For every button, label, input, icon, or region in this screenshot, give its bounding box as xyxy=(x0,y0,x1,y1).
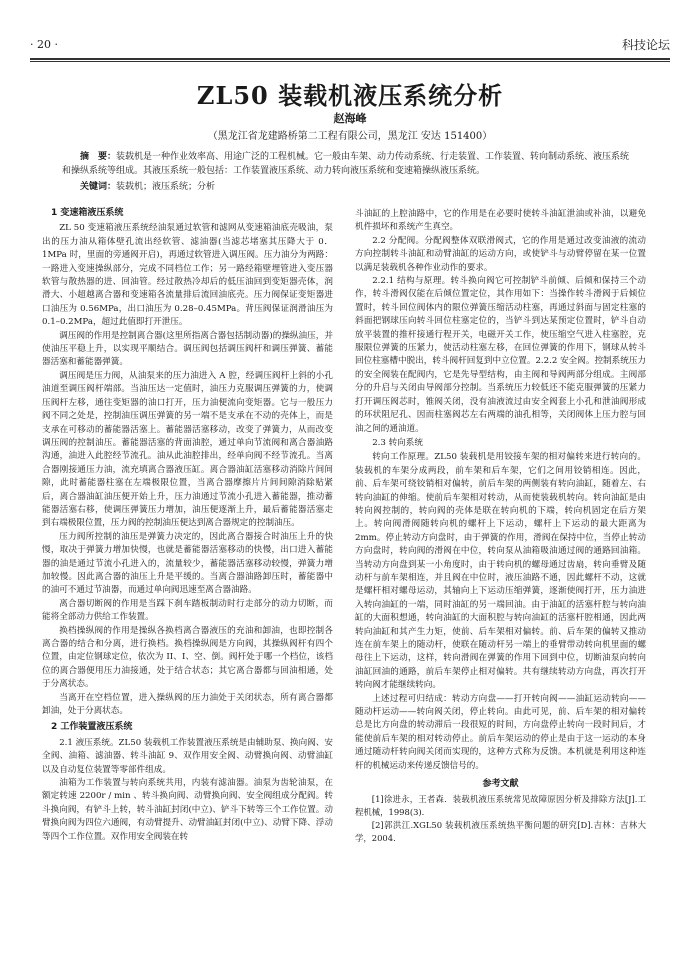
abstract-label: 摘 要： xyxy=(80,152,117,162)
journal-name: 科技论坛 xyxy=(621,38,670,52)
header-rule xyxy=(30,58,670,60)
left-column xyxy=(42,204,333,844)
reference-item: [2]郭洪江.XGL50 装载机液压系统热平衡问题的研究[D].吉林：吉林大学，2004. xyxy=(355,820,646,844)
paragraph: 压力阀所控制的油压是弹簧力决定的，因此离合器接合时油压上升的快慢，取决于弹簧力增加快慢，也就是蓄能器活塞移动的快慢，出口进入蓄能器的油是通过节流小孔进入的，流量较少，蓄能器活塞移动较慢，弹簧力增加较慢。因此离合器的油压上升是平缓的。当离合器油路卸压时，蓄能器中的油可不通过节油器，而通过单向阀迅速至离合器油路。 xyxy=(42,531,333,596)
keywords-label: 关键词： xyxy=(80,182,117,192)
section-heading: 2 工作装置液压系统 xyxy=(51,722,133,733)
paragraph: 换档操纵阀的作用是操纵各换档离合器液压的充油和卸油，也即控制各离合器的结合和分离，进行换档。换档操纵阀是方向阀，其操纵阀杆有四个位置，由定位钢球定位，依次为 II、I、空、倒。阀杆处于哪一个档位，该档位的离合器便用压力油接通，处于结合状态；其它离合器都与回油相通，处于分离状态。 xyxy=(42,625,333,690)
reference-item: [1]徐进永，王者森．装载机液压系统常见故障原因分析及排除方法[J].工程机械，1998(3). xyxy=(355,794,646,818)
paragraph: 油箱为工作装置与转向系统共用，内装有滤油器。油泵为齿轮油泵，在额定转速 2200r / min 、转斗换向阀、动臂换向阀、安全阀组成分配阀。转斗换向阀，有铲斗上转，转斗油缸封闭(中立)、铲斗下转等三个工作位置。动臂换向阀为四位六通阀，有动臂提升、动臂油缸封闭(中立)、动臂下降、浮动等四个工作位置。双作用安全阀装在转 xyxy=(42,778,333,842)
right-column xyxy=(355,208,646,845)
paragraph: ZL 50 变速箱液压系统经油泵通过软管和滤网从变速箱油底壳吸油，泵出的压力油从箱体壁孔流出经软管、滤油器(当滤芯堵塞其压降大于 0．1MPa 时，里面的旁通阀开启)，再通过软管进入调压阀。压力油分为两路：一路进入变速操纵部分，完成不同档位工作；另一路经箱壁埋管进入变压器软管与散热器的进、回油管。经过散热冷却后的低压油回到变矩器壳体，润滑大、小超越离合器和变速箱各流量排后流回油底壳。压力阀保证变矩器进口油压为 0.56MPa，出口油压为 0.28–0.45MPa。背压阀保证润滑油压为 0.1–0.2MPa，超过此值即打开泄压。 xyxy=(42,223,333,328)
article-title: ZL50 装载机液压系统分析 xyxy=(196,81,504,110)
page-header xyxy=(30,36,670,56)
author-affiliation: （黑龙江省龙建路桥第二工程有限公司，黑龙江 安达 151400） xyxy=(207,131,493,142)
references-heading: 参考文献 xyxy=(482,779,519,790)
keywords xyxy=(62,180,638,194)
subsection-heading: 2.3 转向系统 xyxy=(372,437,423,448)
article-author: 赵海峰 xyxy=(333,112,367,125)
paragraph: 当离开在空档位置，进入操纵阀的压力油处于关闭状态，所有离合器都卸油，处于分离状态。 xyxy=(42,692,333,717)
keywords-text: 装载机；液压系统；分析 xyxy=(116,182,216,192)
abstract-text: 装载机是一种作业效率高、用途广泛的工程机械。它一般由车架、动力传动系统、行走装置、工作装置、转向制动系统、液压系统和操纵系统等组成。其液压系统一般包括：工作装置液压系统、动力转向液压系统和变速箱操纵液压系统。 xyxy=(62,152,630,176)
section-heading: 1 变速箱液压系统 xyxy=(51,208,124,218)
paragraph: 调压阀的作用是控制离合器(这里所指离合器包括制动器)的操纵油压，并使油压平稳上升，以实现平顺结合。调压阀包括调压阀杆和调压弹簧、蓄能器活塞和蓄能器弹簧。 xyxy=(42,330,333,368)
paragraph: 离合器切断阀的作用是当踩下刹车踏板制动时行走部分的动力切断，而能将全部动力供给工作装置。 xyxy=(42,598,333,623)
header-rule-thin xyxy=(30,61,670,62)
paragraph: 转向工作原理。ZL50 装载机是用铰接车架的相对偏转来进行转向的。装载机的车架分成两段，前车架和后车架，它们之间用铰销相连。因此，前、后车架可绕铰销相对偏转，前后车架的两侧装有转向油缸，随着左、右转向油缸的伸缩。使前后车架相对转动，从而使装载机转向。转向油缸是由转向阀控制的，转向阀的壳体是联在转向机的下端，转向机固定在后方架上。转向阀滑阀随转向机的螺杆上下运动，螺杆上下运动的最大距离为 2mm。停止转动方向盘时，由于弹簧的作用，滑阀在保持中位，当停止转动方向盘时，转向阀的滑阀在中位，转向泵从油箱吸油通过阀的通路回油箱。当转动方向盘到某一小角度时，由于转向机的螺母通过齿扇，转向垂臂及随动杆与前车架相连，并且阀在中位时，液压油路不通，因此螺杆不动，这就是螺杆相对螺母运动，其轴向上下运动压缩弹簧，逐渐使阀打开，压力油进入转向油缸的一端，同时油缸的另一端回油。由于油缸的活塞杆腔与转向油缸的大面积想通，转向油缸的大面积腔与转向油缸的活塞杆腔相通，因此两转向油缸和其产生力矩，使前、后车架相对偏转。前、后车架的偏转又推动连在前车架上的随动杆，使联在随动杆另一端上的垂臂带动转向机里面的螺母往上下运动，这样，转向滑阀在弹簧的作用下回到中位，切断油泵向转向油缸回油的通路，前后车架停止相对偏转。共有继续转动方向盘，再次打开转向阀才能继续转向。 xyxy=(355,452,646,691)
paragraph: 上述过程可归结成：转动方向盘——打开转向阀——油缸运动转向——随动杆运动——转向阀关闭，停止转向。由此可见，前、后车架的相对偏转总是比方向盘的转动滞后一段很短的时间，方向盘停止转向一段时间后，才能使前后车架的相对转动停止。前后车架运动的停止是由于这一运动的本身通过随动杆转向阀关闭而实现的，这种方式称为反馈。本机就是利用这种连杆的机械运动来传递反馈信号的。 xyxy=(355,693,646,771)
paragraph: 2.2.1 结构与原理。转斗换向阀它可控制铲斗前倾、后倾和保持三个动作，转斗滑阀仅能在后倾位置定位，其作用如下：当操作转斗滑阀于后倾位置时，转斗回位阀体内的限位弹簧压缩活动柱塞，再通过斜面与固定柱塞的斜面把钢球压向转斗回位柱塞定位的，当铲斗到达某预定位置时，铲斗自动放平装置的推杆接通行程开关，电磁开关工作，使压缩空气进入柱塞腔，克服限位弹簧的压紧力，使活动柱塞左移，在回位弹簧的作用下，钢球从转斗回位柱塞槽中脱出，转斗阀杆回复到中立位置。2.2.2 安全阀。控制系统压力的安全阀装在配阀内，它是先导型结构，由主阀和导阀两部分组成。主阀部分的升启与关闭由导阀部分控制。当系统压力较低还不能克服弹簧的压紧力打开调压阀芯时，锥阀关闭，没有油液流过由安全阀套上小孔和泄油阀形成的环状阻尼孔、因而柱塞阀芯左右两端的油孔相等，关闭阀体上压力腔与回油之间的通油道。 xyxy=(355,276,647,434)
page-number: · 20 · xyxy=(30,38,58,51)
abstract xyxy=(62,150,638,178)
paragraph: 2.1 液压系统。ZL50 装载机工作装置液压系统是由辅助泵、换向阀、安全阀、油箱、滤油器、转斗油缸 9、双作用安全阀、动臂换向阀、动臂油缸以及自动复位装置等零部件组成。 xyxy=(42,737,333,775)
paragraph: 调压阀是压力阀，从油泵来的压力油进入 A 腔，经调压阀杆上斜的小孔油道至调压阀杆端部。当油压达一定值时，油压力克服调压弹簧的力，使调压阀杆左移，通往变矩器的油口打开，压力油便流向变矩器。它与一般压力阀不同之处是，控制油压调压弹簧的另一端不是支承在不动的壳体上，而是支承在可移动的蓄能器活塞上。蓄能器活塞移动，改变了弹簧力，从而改变调压阀的控制油压。蓄能器活塞的背面油腔，通过单向节流阀和离合器油路沟通，油进入此腔经节流孔。油从此油腔排出，经单向阀不经节流孔。当离合器刚接通压力油，流充填离合器液压缸。离合器油缸活塞移动消除片间间隙，此时蓄能器柱塞在左端极限位置，当离合器摩擦片片间间隙消除贴紧后，离合器油缸油压便开始上升，压力油通过节流小孔进入蓄能器，推动蓄能器活塞右移，使调压弹簧压力增加，油压便逐渐上升，最后蓄能器活塞走到右端极限位置，压力阀的控制油压便达到离合器规定的控制油压。 xyxy=(42,370,333,529)
paragraph: 2.2 分配阀。分配阀整体双联滑阀式，它的作用是通过改变油液的流动方向控制转斗油缸和动臂油缸的运动方向，或使铲斗与动臂停留在某一位置以满足装载机各种作业动作的要求。 xyxy=(355,235,646,273)
paragraph: 斗油缸的上腔油路中，它的作用是在必要时使转斗油缸泄油或补油，以避免机件损坏和系统产生真空。 xyxy=(355,209,646,233)
